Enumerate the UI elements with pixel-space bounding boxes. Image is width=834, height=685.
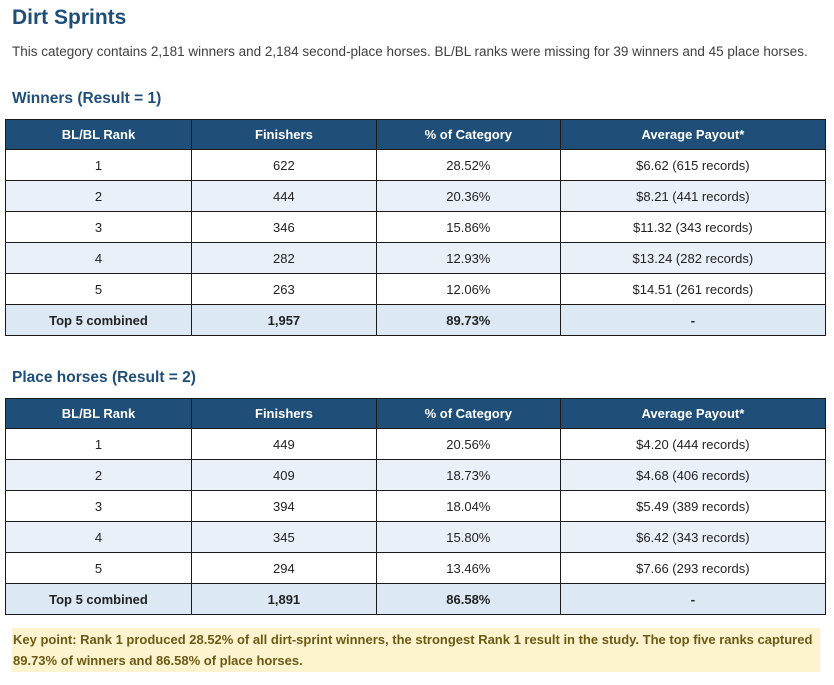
table-cell: 1 [6,150,192,181]
table-cell: 3 [6,212,192,243]
place-table [5,398,826,615]
table-cell: $7.66 (293 records) [560,553,825,584]
table-cell: - [560,305,825,336]
table-cell: 28.52% [376,150,560,181]
page-title: Dirt Sprints [12,6,127,29]
table-cell: $8.21 (441 records) [560,181,825,212]
table-row [6,522,826,553]
table-row [6,150,826,181]
column-header: % of Category [376,399,560,429]
table-cell: 89.73% [376,305,560,336]
table-cell: 294 [191,553,376,584]
table-row [6,460,826,491]
table-cell: 449 [191,429,376,460]
table-cell: 3 [6,491,192,522]
table-cell: 282 [191,243,376,274]
table-cell: 1 [6,429,192,460]
table-cell: 622 [191,150,376,181]
column-header: Finishers [191,120,376,150]
column-header: Finishers [191,399,376,429]
table-cell: 345 [191,522,376,553]
column-header: Average Payout* [560,120,825,150]
column-header: Average Payout* [560,399,825,429]
table-cell: $13.24 (282 records) [560,243,825,274]
table-total-row [6,305,826,336]
table-cell: 4 [6,243,192,274]
table-cell: 2 [6,181,192,212]
winners-table [5,119,826,336]
table-cell: $11.32 (343 records) [560,212,825,243]
table-cell: 5 [6,274,192,305]
table-cell: - [560,584,825,615]
table-header-row [6,120,826,150]
table-header-row [6,399,826,429]
table-row [6,491,826,522]
table-cell: $14.51 (261 records) [560,274,825,305]
table-cell: $4.20 (444 records) [560,429,825,460]
table-row [6,212,826,243]
table-cell: 2 [6,460,192,491]
table-row [6,243,826,274]
table-cell: 13.46% [376,553,560,584]
table-cell: 86.58% [376,584,560,615]
table-cell: $6.42 (343 records) [560,522,825,553]
table-cell: 20.56% [376,429,560,460]
table-cell: 263 [191,274,376,305]
column-header: BL/BL Rank [6,120,192,150]
column-header: % of Category [376,120,560,150]
place-section-title: Place horses (Result = 2) [12,369,196,386]
table-cell: Top 5 combined [6,305,192,336]
table-row [6,181,826,212]
table-cell: 1,891 [191,584,376,615]
table-cell: $6.62 (615 records) [560,150,825,181]
table-cell: 394 [191,491,376,522]
table-row [6,429,826,460]
table-cell: Top 5 combined [6,584,192,615]
winners-section-title: Winners (Result = 1) [12,90,162,107]
table-cell: $4.68 (406 records) [560,460,825,491]
table-cell: 444 [191,181,376,212]
table-cell: 409 [191,460,376,491]
table-row [6,553,826,584]
table-cell: 15.80% [376,522,560,553]
table-cell: 12.06% [376,274,560,305]
table-row [6,274,826,305]
table-cell: 4 [6,522,192,553]
table-cell: 18.73% [376,460,560,491]
table-total-row [6,584,826,615]
table-cell: 20.36% [376,181,560,212]
key-point-callout: Key point: Rank 1 produced 28.52% of all dirt-sprint winners, the strongest Rank 1 result in the study. The top five ranks captured 89.73% of winners and 86.58% of place horses. [12,628,820,672]
table-cell: 5 [6,553,192,584]
table-cell: 18.04% [376,491,560,522]
table-cell: $5.49 (389 records) [560,491,825,522]
table-cell: 346 [191,212,376,243]
table-cell: 15.86% [376,212,560,243]
table-cell: 12.93% [376,243,560,274]
column-header: BL/BL Rank [6,399,192,429]
table-cell: 1,957 [191,305,376,336]
intro-paragraph: This category contains 2,181 winners and 2,184 second-place horses. BL/BL ranks were missing for 39 winners and 45 place horses. [12,44,808,59]
